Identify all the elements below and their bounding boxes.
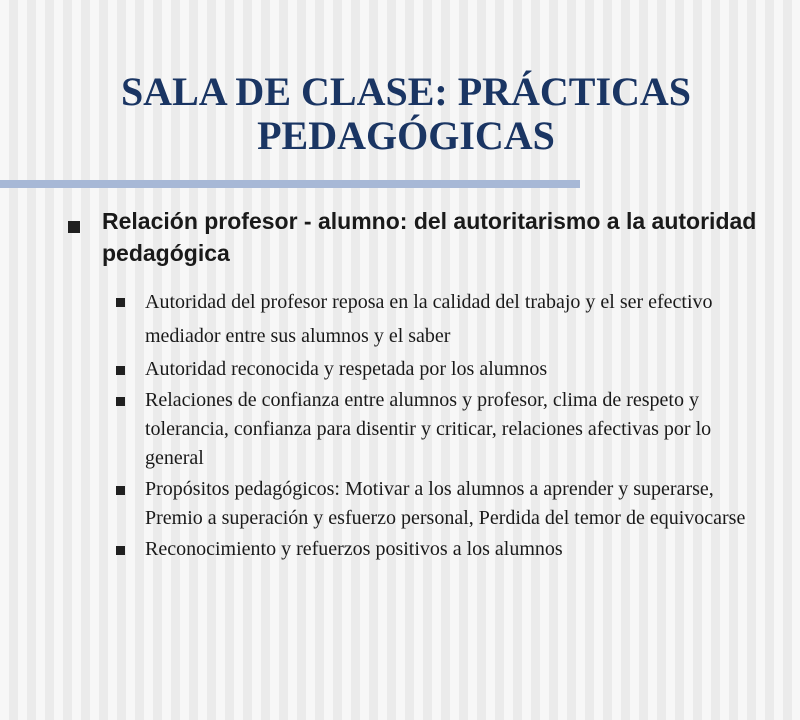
list-item (0, 535, 765, 564)
slide-title-line-2: PEDAGÓGICAS (257, 113, 555, 158)
sub-bullet-text: Reconocimiento y refuerzos positivos a los alumnos (145, 538, 563, 560)
list-item (0, 285, 765, 353)
square-bullet-icon (116, 486, 125, 495)
slide-title-line-1: SALA DE CLASE: PRÁCTICAS (120, 69, 692, 114)
slide-title (0, 70, 800, 158)
square-bullet-icon (68, 221, 80, 233)
sub-bullet-text: Autoridad reconocida y respetada por los alumnos (145, 358, 548, 380)
title-underline-bar (0, 180, 580, 188)
square-bullet-icon (116, 298, 125, 307)
square-bullet-icon (116, 366, 125, 375)
main-bullet-text: Relación profesor - alumno: del autoritarismo a la autoridad pedagógica (102, 208, 757, 266)
list-item (0, 475, 765, 533)
sub-bullet-list (0, 285, 800, 564)
sub-bullet-text: Propósitos pedagógicos: Motivar a los alumnos a aprender y superarse, Premio a superación y esfuerzo personal, Perdida del temor de equivocarse (145, 478, 746, 529)
square-bullet-icon (116, 397, 125, 406)
list-item (0, 386, 765, 473)
sub-bullet-text: Relaciones de confianza entre alumnos y profesor, clima de respeto y tolerancia, confianza para disentir y criticar, relaciones afectivas por lo general (145, 389, 712, 469)
square-bullet-icon (116, 546, 125, 555)
list-item (0, 355, 765, 384)
sub-bullet-text: Autoridad del profesor reposa en la calidad del trabajo y el ser efectivo mediador entre sus alumnos y el saber (145, 291, 713, 347)
